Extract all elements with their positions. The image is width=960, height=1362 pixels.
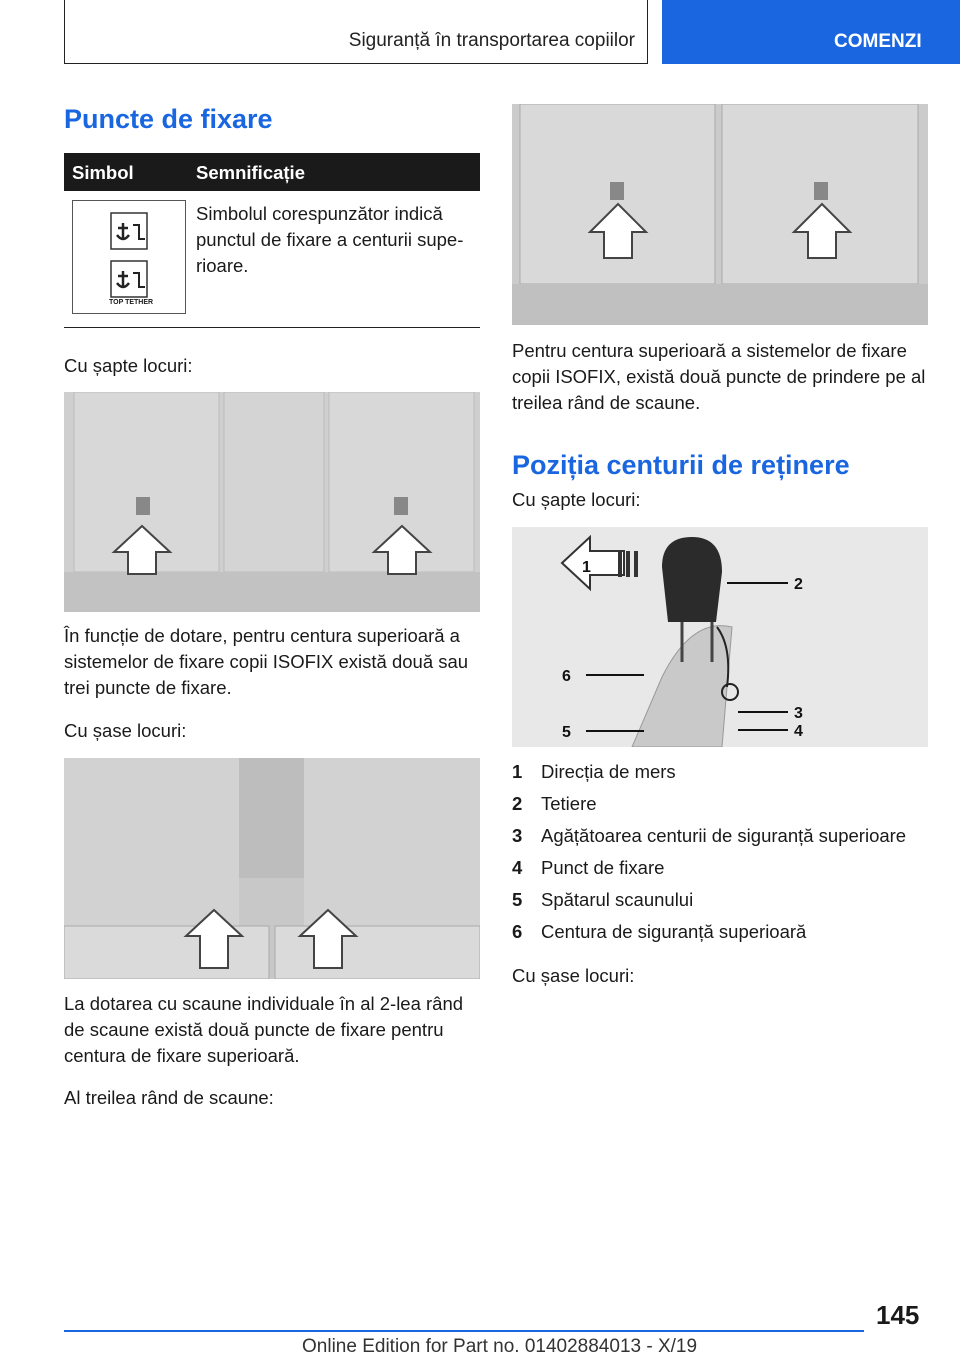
para-after-six: La dotarea cu scaune individuale în al 2-lea rând de scaune există două puncte de fixare pentru centura de fixare superioară. <box>64 993 464 1066</box>
page-number: 145 <box>876 1300 920 1330</box>
footer-edition: Online Edition for Part no. 01402884013 - X/19 <box>302 1336 698 1357</box>
table-bottom-rule <box>64 327 480 328</box>
item-text: Direcția de mers <box>541 761 676 782</box>
para-after-seven: În funcție de dotare, pentru centura superioară a sistemelor de fixare copii ISOFIX există două sau trei puncte de fixare. <box>64 625 469 698</box>
col-meaning: Semnificație <box>196 162 305 183</box>
item-text: Spătarul scaunului <box>541 889 694 910</box>
diagram-belt-position <box>512 527 928 747</box>
item-number: 4 <box>512 857 523 878</box>
label-six-seats-2: Cu șase locuri: <box>512 965 635 986</box>
callout-1: 1 <box>582 559 591 576</box>
photo-third-row-anchors <box>512 104 928 325</box>
item-number: 6 <box>512 921 523 942</box>
tab-comenzi[interactable] <box>662 0 960 64</box>
callout-5: 5 <box>562 724 571 741</box>
label-third-row: Al treilea rând de scaune: <box>64 1087 274 1108</box>
heading-anchor-points: Puncte de fixare <box>64 104 273 134</box>
callout-6: 6 <box>562 668 571 685</box>
tab-label: COMENZI <box>834 31 922 52</box>
item-number: 1 <box>512 761 523 782</box>
item-text: Agățătoarea centurii de siguranță superioare <box>541 825 907 846</box>
item-text: Centura de siguranță superioară <box>541 921 807 942</box>
item-number: 3 <box>512 825 523 846</box>
item-number: 2 <box>512 793 523 814</box>
symbol-meaning: Simbolul corespunzător indică punctul de fixare a centurii supe-rioare. <box>196 203 464 276</box>
photo-seven-seats-anchors <box>64 392 480 612</box>
label-six-seats: Cu șase locuri: <box>64 720 187 741</box>
label-seven-seats-2: Cu șapte locuri: <box>512 489 641 510</box>
photo-six-seats-anchors <box>64 758 480 979</box>
symbol-caption: TOP TETHER <box>109 299 154 306</box>
callout-3: 3 <box>794 705 803 722</box>
section-title: Siguranță în transportarea copiilor <box>348 30 635 51</box>
header-box <box>64 0 648 64</box>
item-text: Punct de fixare <box>541 857 665 878</box>
top-tether-symbol <box>72 200 186 314</box>
item-text: Tetiere <box>541 793 597 814</box>
label-seven-seats: Cu șapte locuri: <box>64 355 193 376</box>
footer-rule <box>64 1330 864 1332</box>
item-number: 5 <box>512 889 523 910</box>
child-seat-anchor-icon <box>73 201 185 313</box>
callout-2: 2 <box>794 576 803 593</box>
col-symbol: Simbol <box>72 162 134 183</box>
table-header <box>64 153 480 191</box>
para-third-row: Pentru centura superioară a sistemelor de fixare copii ISOFIX, există două puncte de prindere pe al treilea rând de scaune. <box>512 340 926 413</box>
callout-4: 4 <box>794 723 803 740</box>
heading-belt-position: Poziția centurii de reținere <box>512 450 850 480</box>
